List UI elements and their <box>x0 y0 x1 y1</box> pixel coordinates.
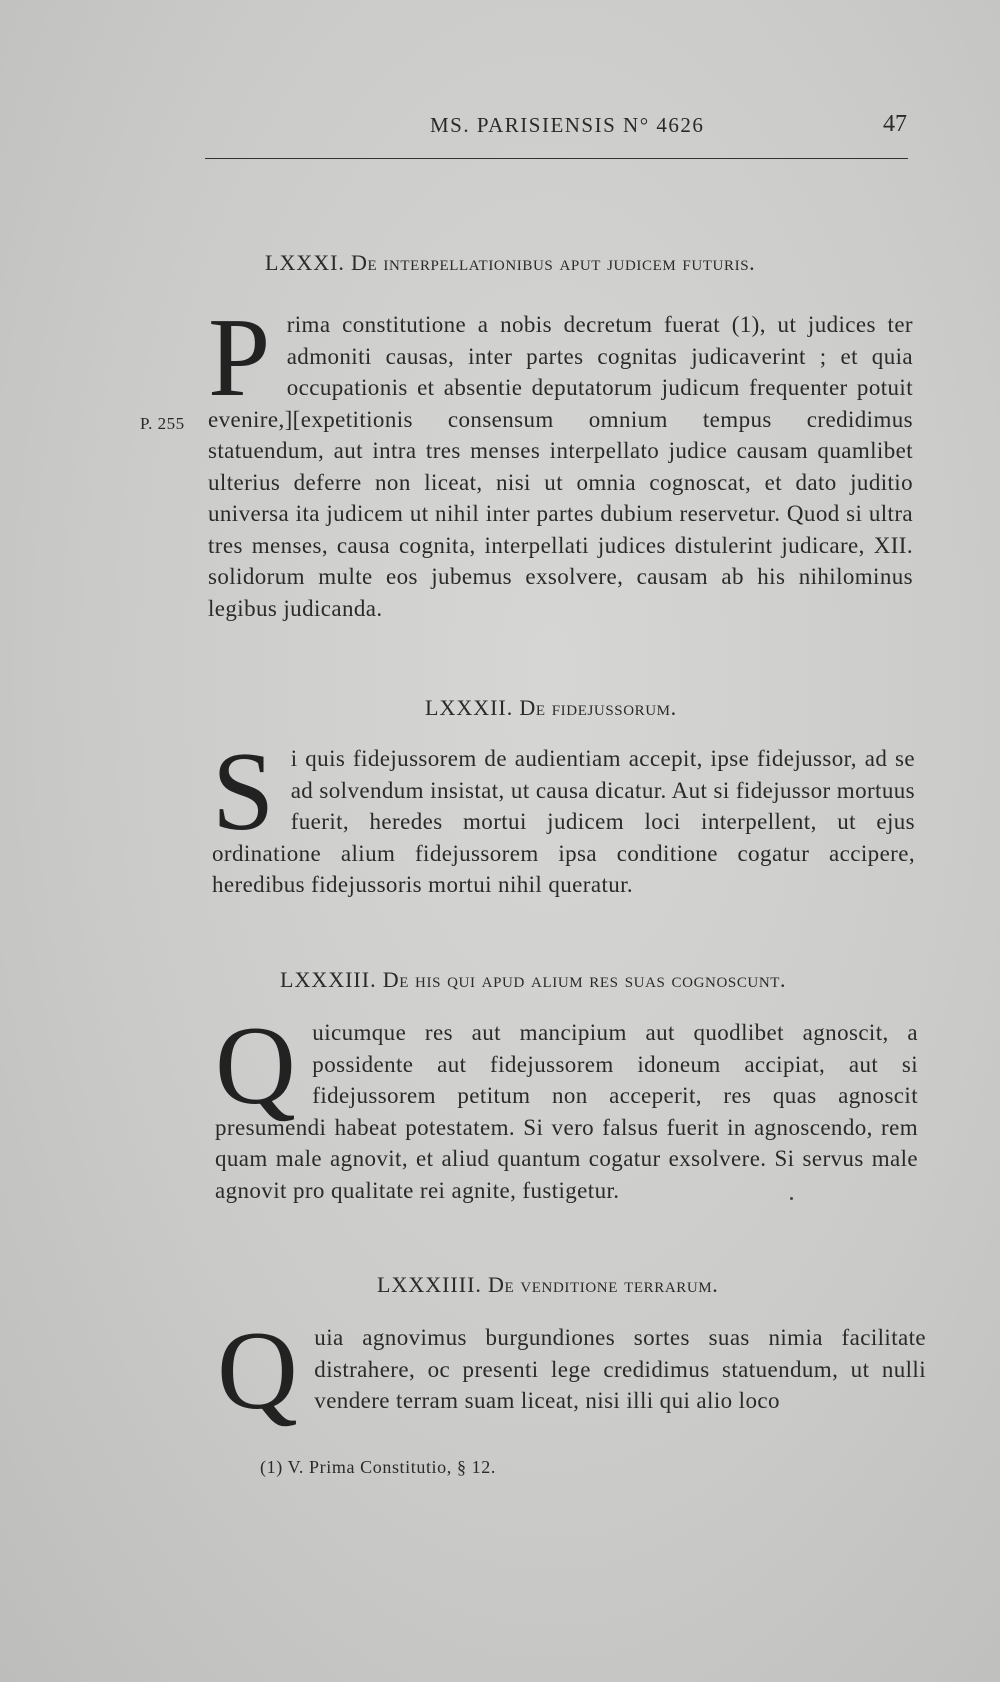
margin-page-reference: P. 255 <box>140 414 185 433</box>
chapter-body <box>212 730 915 901</box>
chapter-text: uia agnovimus burgundiones sortes suas nimia facilitate distrahere, oc presenti lege credidimus statuendum, ut nulli vendere terram suam liceat, nisi illi qui alio loco <box>314 1325 926 1413</box>
drop-cap: S <box>212 730 275 854</box>
chapter-text: rima constitutione a nobis decretum fuerat (1), ut judices ter admoniti causas, inter partes cognitas judicaverint ; et quia occupationis et absentie deputatorum judicum frequenter potuit evenire,][expetitionis consensum omnium tempus credidimus statuendum, aut intra tres menses interpellato judice causam quamlibet ulterius deferre non liceat, nisi ut omnia cognoscat, et dato juditio universa ita judicem ut nihil inter partes dubium reservetur. Quod si ultra tres menses, causa cognita, interpellati judices distulerint judicare, XII. solidorum multe eos jubemus exsolvere, causam ab his nihilominus legibus judicanda. <box>208 312 913 621</box>
running-title: MS. PARISIENSIS N° 4626 <box>430 113 705 137</box>
page-number: 47 <box>883 111 907 137</box>
chapter-numeral: LXXXIIII. <box>377 1272 482 1297</box>
chapter-body <box>208 296 913 624</box>
chapter-title <box>377 1272 718 1298</box>
chapter-heading: De fidejussorum. <box>519 695 677 720</box>
chapter-title <box>265 250 755 276</box>
chapter-body <box>217 1309 926 1433</box>
chapter-body <box>215 1004 918 1206</box>
chapter-text: uicumque res aut mancipium aut quodlibet agnoscit, a possidente aut fidejussorem idoneum accipiat, aut si fidejussorem petitum non acceperit, res quas agnoscit presumendi habeat potestatem. Si vero falsus fuerit in agnoscendo, rem quam male agnovit, et aliud quantum cogatur exsolvere. Si servus male agnovit pro qualitate rei agnite, fustigetur. <box>215 1020 918 1203</box>
chapter-title <box>280 967 786 993</box>
chapter-title <box>425 695 677 721</box>
chapter-heading: De interpellationibus aput judicem futuris. <box>351 250 756 275</box>
drop-cap: Q <box>215 1004 297 1128</box>
chapter-numeral: LXXXI. <box>265 250 345 275</box>
drop-cap: Q <box>217 1309 299 1433</box>
chapter-heading: De his qui apud alium res suas cognoscunt. <box>382 967 787 992</box>
chapter-numeral: LXXXIII. <box>280 967 377 992</box>
chapter-heading: De venditione terrarum. <box>488 1272 719 1297</box>
footnote: (1) V. Prima Constitutio, § 12. <box>260 1457 496 1477</box>
chapter-numeral: LXXXII. <box>425 695 514 720</box>
chapter-text: i quis fidejussorem de audientiam accepit, ipse fidejussor, ad se ad solvendum insistat, ut causa dicatur. Aut si fidejussor mortuus fuerit, heredes mortui judicem loci interpellent, ut ejus ordinatione alium fidejussorem ipsa conditione cogatur accipere, heredibus fidejussoris mortui nihil queratur. <box>212 746 915 897</box>
ink-speck <box>790 1197 793 1200</box>
header-rule <box>205 158 908 159</box>
drop-cap: P <box>208 296 271 420</box>
